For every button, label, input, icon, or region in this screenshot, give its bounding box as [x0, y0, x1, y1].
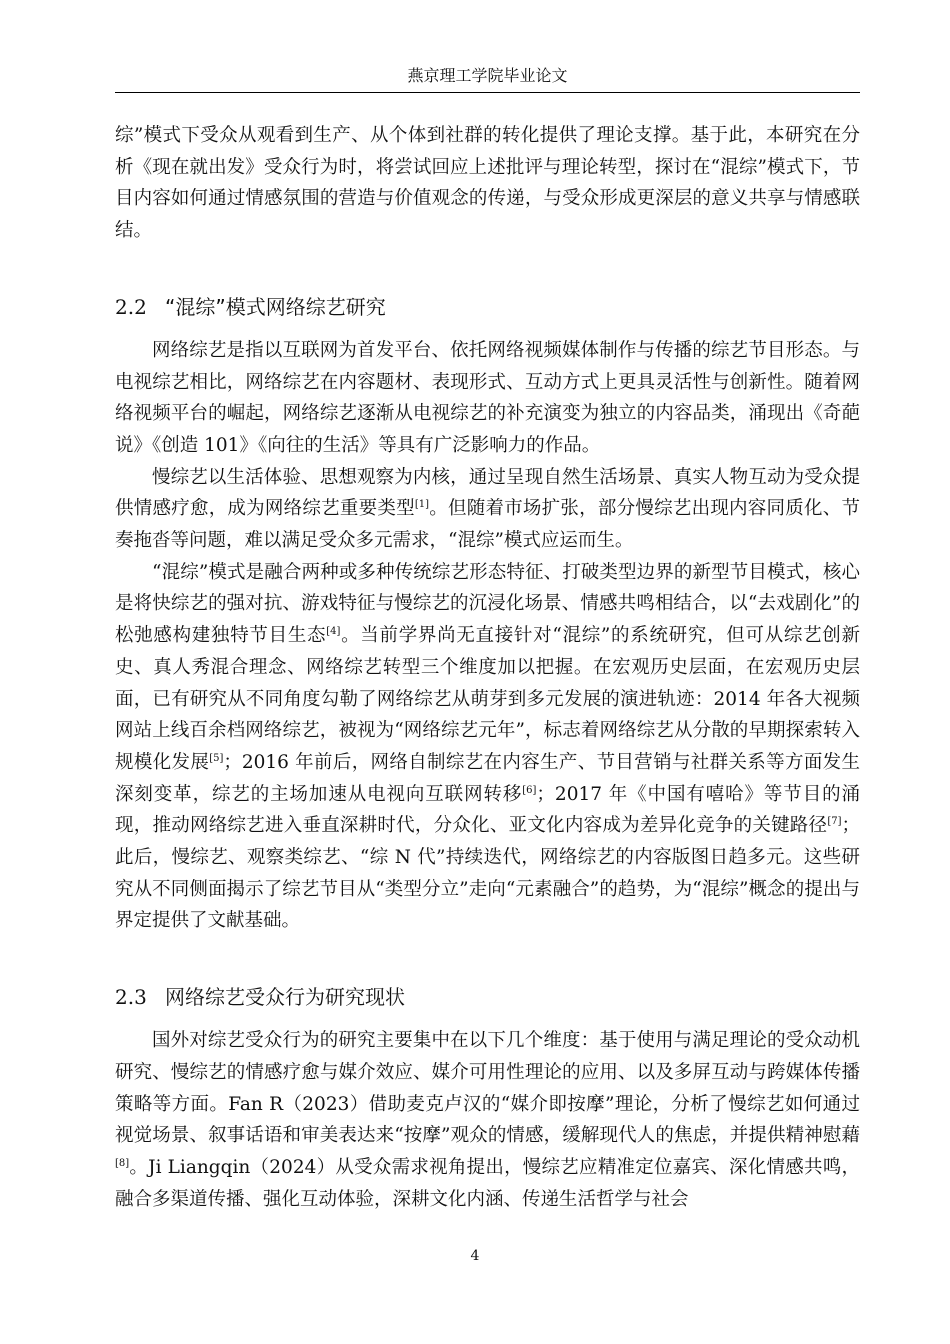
- intro-paragraph: 综”模式下受众从观看到生产、从个体到社群的转化提供了理论支撑。基于此，本研究在分析《现在就出发》受众行为时，将尝试回应上述批评与理论转型，探讨在“混综”模式下，节目内容如何通过情感氛围的营造与价值观念的传递，与受众形成更深层的意义共享与情感联结。: [115, 125, 860, 242]
- section-number: 2.2: [115, 294, 147, 319]
- text-span: 。但随着市场扩张，部分慢综艺出现内容同质化、节奏拖沓等问题，难以满足受众多元需求，“混综”模式应运而生。: [115, 498, 860, 552]
- paragraph: [115, 557, 860, 937]
- text-span: 。当前学界尚无直接针对“混综”的系统研究，但可从综艺创新史、真人秀混合理念、网络综艺转型三个维度加以把握。在宏观历史层面，在宏观历史层面，已有研究从不同角度勾勒了网络综艺从萌芽到多元发展的演进轨迹：2014 年各大视频网站上线百余档网络综艺，被视为“网络综艺元年”，标志着网络综艺从分散的早期探索转入规模化发展: [115, 625, 860, 773]
- running-header: 燕京理工学院毕业论文: [407, 66, 568, 85]
- page-body: [115, 120, 860, 1215]
- section-title: “混综”模式网络综艺研究: [165, 294, 386, 319]
- citation-ref: [7]: [827, 816, 842, 828]
- paragraph: [115, 462, 860, 557]
- text-span: “混综”模式是融合两种或多种传统综艺形态特征、打破类型边界的新型节目模式，核心是将快综艺的强对抗、游戏特征与慢综艺的沉浸化场景、情感共鸣相结合，以“去戏剧化”的松弛感构建独特节目生态: [115, 561, 860, 647]
- text-span: ；此后，慢综艺、观察类综艺、“综 N 代”持续迭代，网络综艺的内容版图日趋多元。这些研究从不同侧面揭示了综艺节目从“类型分立”走向“元素融合”的趋势，为“混综”概念的提出与界定提供了文献基础。: [115, 815, 860, 932]
- text-span: ；2016 年前后，网络自制综艺在内容生产、节目营销与社群关系等方面发生深刻变革，综艺的主场加速从电视向互联网转移: [115, 751, 860, 805]
- citation-ref: [6]: [522, 784, 537, 796]
- text-span: 慢综艺以生活体验、思想观察为内核，通过呈现自然生活场景、真实人物互动为受众提供情感疗愈，成为网络综艺重要类型: [115, 466, 860, 520]
- section-title: 网络综艺受众行为研究现状: [165, 985, 405, 1010]
- text-span: ；2017 年《中国有嘻哈》等节目的涌现，推动网络综艺进入垂直深耕时代，分众化、亚文化内容成为差异化竞争的关键路径: [115, 783, 860, 837]
- header-divider: [115, 92, 860, 93]
- text-span: 国外对综艺受众行为的研究主要集中在以下几个维度：基于使用与满足理论的受众动机研究、慢综艺的情感疗愈与媒介效应、媒介可用性理论的应用、以及多屏互动与跨媒体传播策略等方面。Fan R（2023）借助麦克卢汉的“媒介即按摩”理论，分析了慢综艺如何通过视觉场景、叙事话语和审美表达来“按摩”观众的情感，缓解现代人的焦虑，并提供精神慰藉: [115, 1030, 860, 1147]
- page-number: 4: [470, 1248, 480, 1264]
- citation-ref: [1]: [414, 499, 429, 511]
- citation-ref: [4]: [326, 626, 341, 638]
- section-heading-2-2: [115, 293, 860, 321]
- citation-ref: [5]: [209, 752, 224, 764]
- section-number: 2.3: [115, 985, 147, 1010]
- citation-ref: [8]: [115, 1157, 130, 1169]
- section-heading-2-3: [115, 983, 860, 1011]
- text-span: 。Ji Liangqin（2024）从受众需求视角提出，慢综艺应精准定位嘉宾、深化情感共鸣，融合多渠道传播、强化互动体验，深耕文化内涵、传递生活哲学与社会: [115, 1156, 860, 1210]
- paragraph: [115, 1025, 860, 1215]
- paragraph: 网络综艺是指以互联网为首发平台、依托网络视频媒体制作与传播的综艺节目形态。与电视综艺相比，网络综艺在内容题材、表现形式、互动方式上更具灵活性与创新性。随着网络视频平台的崛起，网络综艺逐渐从电视综艺的补充演变为独立的内容品类，涌现出《奇葩说》《创造 101》《向往的生活》等具有广泛影响力的作品。: [115, 339, 860, 456]
